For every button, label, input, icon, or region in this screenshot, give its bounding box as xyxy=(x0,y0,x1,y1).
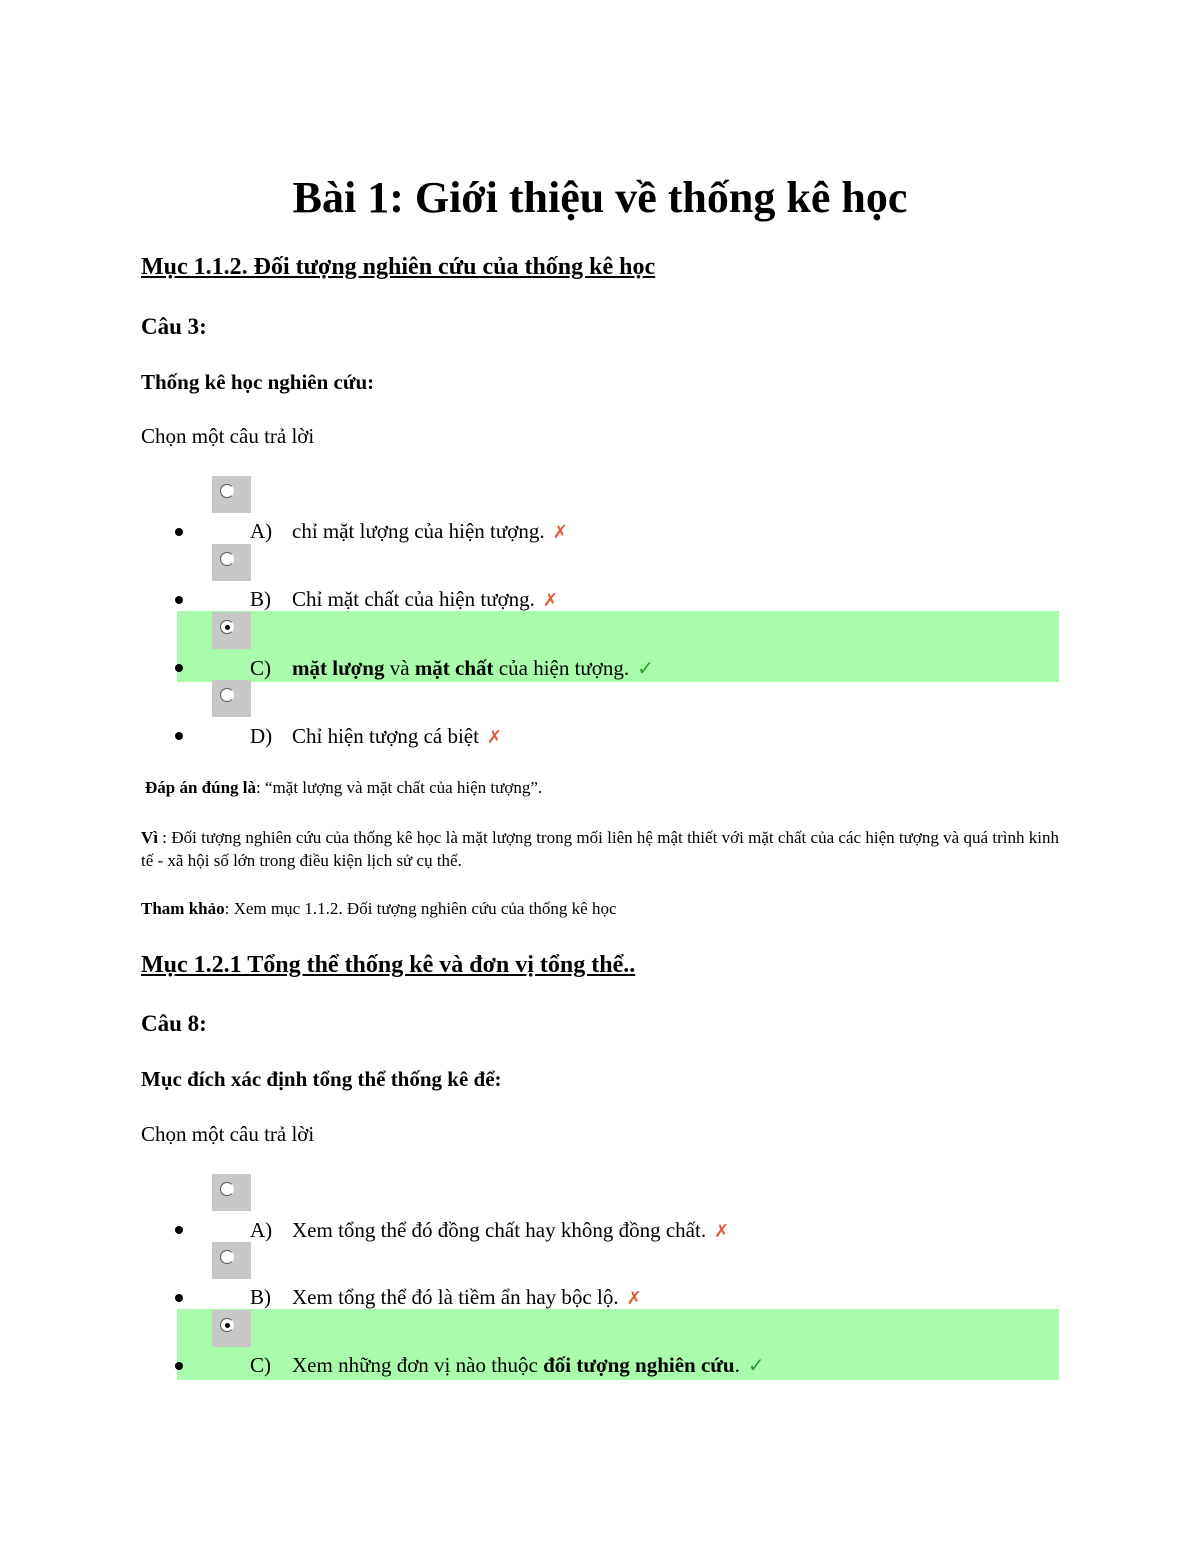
option-bold-text: mặt chất xyxy=(414,656,494,680)
bullet-icon xyxy=(175,732,183,740)
bullet-icon xyxy=(175,596,183,604)
option-text: Chỉ hiện tượng cá biệt xyxy=(292,724,479,748)
bullet-icon xyxy=(175,1362,183,1370)
correct-mark-icon: ✓ xyxy=(637,658,654,680)
option-label: B) xyxy=(250,1285,271,1309)
option-text: Chỉ mặt chất của hiện tượng. xyxy=(292,587,535,611)
instruction-text-1: Chọn một câu trả lời xyxy=(141,424,315,448)
instruction-text-2: Chọn một câu trả lời xyxy=(141,1122,315,1146)
option-bold-text: đối tượng nghiên cứu xyxy=(543,1353,735,1377)
wrong-mark-icon: ✗ xyxy=(486,727,503,747)
radio-selected-icon xyxy=(220,620,234,634)
correct-mark-icon: ✓ xyxy=(747,1355,765,1377)
option-label: B) xyxy=(250,587,271,611)
option-text: chỉ mặt lượng của hiện tượng. xyxy=(292,519,545,543)
radio-circle-icon xyxy=(220,552,234,566)
option-a xyxy=(250,1218,729,1243)
reference-text: : Xem mục 1.1.2. Đối tượng nghiên cứu của thống kê học xyxy=(224,899,617,918)
wrong-mark-icon: ✗ xyxy=(542,590,559,610)
option-a xyxy=(250,519,568,544)
option-text: của hiện tượng. xyxy=(493,656,630,680)
option-text: Xem tổng thể đó là tiềm ẩn hay bộc lộ. xyxy=(292,1285,619,1309)
radio-option-b[interactable] xyxy=(212,544,251,581)
radio-selected-icon xyxy=(220,1318,234,1332)
radio-option-a[interactable] xyxy=(212,476,251,513)
answer-text: : “mặt lượng và mặt chất của hiện tượng”. xyxy=(256,778,543,797)
option-label: D) xyxy=(250,724,273,748)
radio-option-a[interactable] xyxy=(212,1174,251,1211)
answer-line xyxy=(145,778,542,798)
wrong-mark-icon: ✗ xyxy=(552,522,568,542)
answer-label: Đáp án đúng là xyxy=(145,778,257,797)
section-heading-2: Mục 1.2.1 Tổng thể thống kê và đơn vị tổng thể.. xyxy=(141,952,636,978)
radio-option-c-selected[interactable] xyxy=(212,612,251,649)
section-heading-1: Mục 1.1.2. Đối tượng nghiên cứu của thống kê học xyxy=(141,254,656,280)
option-label: A) xyxy=(250,519,273,543)
question-text-8: Mục đích xác định tổng thể thống kê để: xyxy=(141,1067,502,1091)
wrong-mark-icon: ✗ xyxy=(714,1221,730,1241)
radio-circle-icon xyxy=(220,1250,234,1264)
bullet-icon xyxy=(175,1294,183,1302)
reason-text: : Đối tượng nghiên cứu của thống kê học là mặt lượng trong mối liên hệ mật thiết với mặt chất của các hiện tượng và quá trình kinh tế - xã hội số lớn trong điều kiện lịch sử cụ thể. xyxy=(141,828,1059,870)
radio-circle-icon xyxy=(220,688,234,702)
question-number-3: Câu 3: xyxy=(141,314,207,339)
reason-paragraph xyxy=(141,826,1059,872)
question-number-8: Câu 8: xyxy=(141,1011,207,1036)
reason-label: Vì xyxy=(141,828,158,847)
reference-label: Tham khảo xyxy=(141,899,225,918)
option-label: A) xyxy=(250,1218,273,1242)
option-label: C) xyxy=(250,1353,271,1377)
option-b xyxy=(250,1285,642,1310)
option-text: Xem tổng thể đó đồng chất hay không đồng chất. xyxy=(292,1218,707,1242)
option-label: C) xyxy=(250,656,271,680)
radio-option-c-selected[interactable] xyxy=(212,1310,251,1347)
question-text-3: Thống kê học nghiên cứu: xyxy=(141,370,375,394)
radio-circle-icon xyxy=(220,484,234,498)
bullet-icon xyxy=(175,664,183,672)
option-d xyxy=(250,724,502,749)
reference-line xyxy=(141,899,617,919)
option-b xyxy=(250,587,558,612)
radio-circle-icon xyxy=(220,1182,234,1196)
option-c xyxy=(250,1353,765,1378)
radio-option-b[interactable] xyxy=(212,1242,251,1279)
option-text: . xyxy=(734,1353,740,1377)
radio-option-d[interactable] xyxy=(212,680,251,717)
option-bold-text: mặt lượng xyxy=(292,656,385,680)
wrong-mark-icon: ✗ xyxy=(626,1288,642,1308)
page-title: Bài 1: Giới thiệu về thống kê học xyxy=(292,173,908,222)
bullet-icon xyxy=(175,528,183,536)
option-c xyxy=(250,656,654,681)
bullet-icon xyxy=(175,1226,183,1234)
option-text: Xem những đơn vị nào thuộc xyxy=(292,1353,544,1377)
option-text: và xyxy=(384,656,415,680)
